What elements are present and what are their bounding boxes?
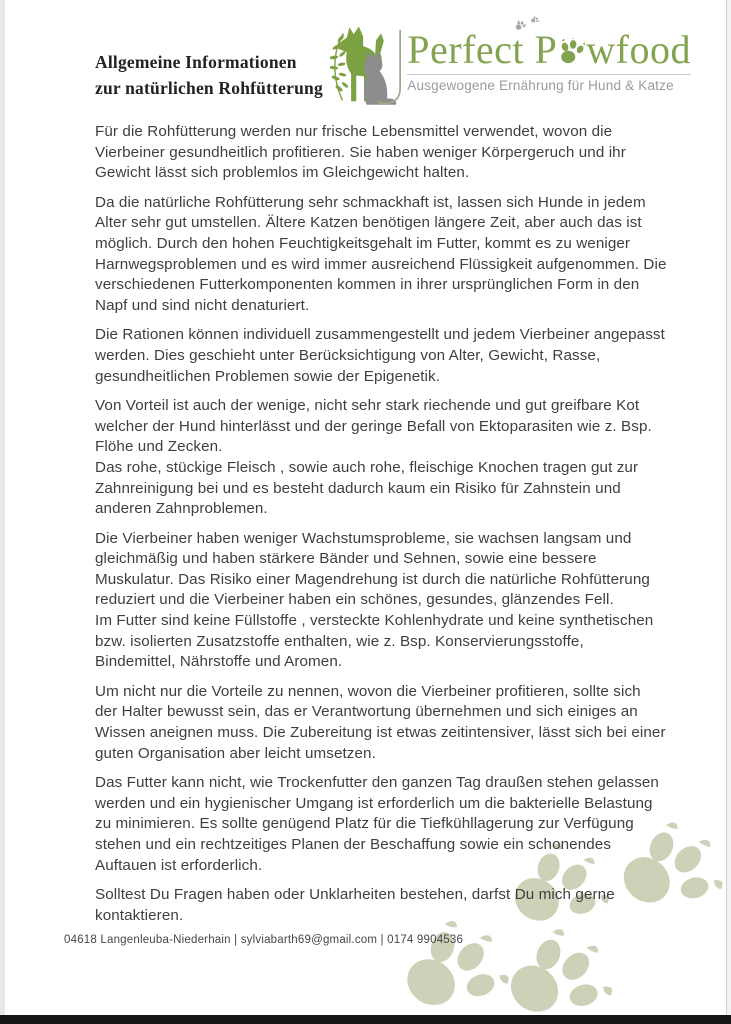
paragraph: Das Futter kann nicht, wie Trockenfutter den ganzen Tag draußen stehen gelassen werden und ein hygienischer Umgang ist erforderlich um die bakterielle Belastung zu minimieren. Es sollte genügend Platz für die Tiefkühllagerung zur Verfügung stehen und ein rechtzeitiges Planen der Beschaffung sowie ein schonendes Auftauen ist erforderlich. <box>95 774 659 874</box>
paragraph: Die Vierbeiner haben weniger Wachstumsprobleme, sie wachsen langsam und gleichmäßig und haben stärkere Bänder und Sehnen, sowie eine bessere Muskulatur. Das Risiko einer Magendrehung ist durch die natürliche Rohfütterung reduziert und die Vierbeiner haben ein schönes, gesundes, glänzendes Fell. Im Futter sind keine Füllstoffe , versteckte Kohlenhydrate und keine synthetischen bzw. isolierten Zusatzstoffe enthalten, wie z. Bsp. Konservierungsstoffe, Bindemittel, Nährstoffe und Aromen. <box>95 529 654 671</box>
paw-print-icon <box>530 14 541 25</box>
paw-print-icon <box>558 38 585 65</box>
brand-name <box>407 29 691 71</box>
brand-prefix: Perfect P <box>407 27 558 72</box>
paragraph: Von Vorteil ist auch der wenige, nicht sehr stark riechende und gut greifbare Kot welcher der Hund hinterlässt und der geringe Befall von Ektoparasiten wie z. Bsp. Flöhe und Zecken. Das rohe, stückige Fleisch , sowie auch rohe, fleischige Knochen tragen gut zur Zahnreinigung bei und es besteht dadurch kaum ein Risiko für Zahnstein und anderen Zahnproblemen. <box>95 397 652 518</box>
body-paragraphs <box>0 122 731 926</box>
paragraph: Solltest Du Fragen haben oder Unklarheiten bestehen, darfst Du mich gerne kontaktieren. <box>95 886 615 924</box>
page-title-line2: zur natürlichen Rohfütterung <box>95 78 323 99</box>
brand-subtitle: Ausgewogene Ernährung für Hund & Katze <box>407 74 691 93</box>
brand-text-block <box>407 29 691 93</box>
page-right-edge <box>726 0 731 1024</box>
paragraph: Für die Rohfütterung werden nur frische Lebensmittel verwendet, wovon die Vierbeiner gesundheitlich profitieren. Sie haben weniger Körpergeruch und ihr Gewicht lässt sich problemlos im Gleichgewicht halten. <box>95 123 626 182</box>
footer-contact: 04618 Langenleuba-Niederhain | sylviabarth69@gmail.com | 0174 9904536 <box>64 934 464 946</box>
header <box>0 0 731 109</box>
page-left-edge <box>0 0 5 1024</box>
paragraph: Die Rationen können individuell zusammengestellt und jedem Vierbeiner angepasst werden. Dies geschieht unter Berücksichtigung von Alter, Gewicht, Rasse, gesundheitlichen Problemen sowie der Epigenetik. <box>95 326 665 385</box>
page-title-line1: Allgemeine Informationen <box>95 52 297 72</box>
brand-suffix: wfood <box>586 27 691 72</box>
paragraph: Um nicht nur die Vorteile zu nennen, wovon die Vierbeiner profitieren, sollte sich der Halter bewusst sein, das er Verantwortung übernehmen und sich einiges an Wissen aneignen muss. Die Zubereitung ist etwas zeitintensiver, lässt sich bei einer guten Organisation aber leicht umsetzen. <box>95 682 666 762</box>
dog-cat-logo-icon <box>323 23 405 109</box>
brand-logo <box>323 23 691 109</box>
cat-icon <box>364 51 396 104</box>
page-title <box>95 49 323 102</box>
page-bottom-bar <box>0 1015 731 1024</box>
paw-print-icon <box>489 915 623 1024</box>
paragraph: Da die natürliche Rohfütterung sehr schmackhaft ist, lassen sich Hunde in jedem Alter sehr gut umstellen. Ältere Katzen benötigen längere Zeit, aber auch das ist möglich. Durch den hohen Feuchtigkeitsgehalt im Futter, kommt es zu weniger Harnwegsproblemen und es wird immer ausreichend Flüssigkeit aufgenommen. Die verschiedenen Futterkomponenten kommen in ihrer ursprünglichen Form in den Napf und sind nicht denaturiert. <box>95 193 667 314</box>
